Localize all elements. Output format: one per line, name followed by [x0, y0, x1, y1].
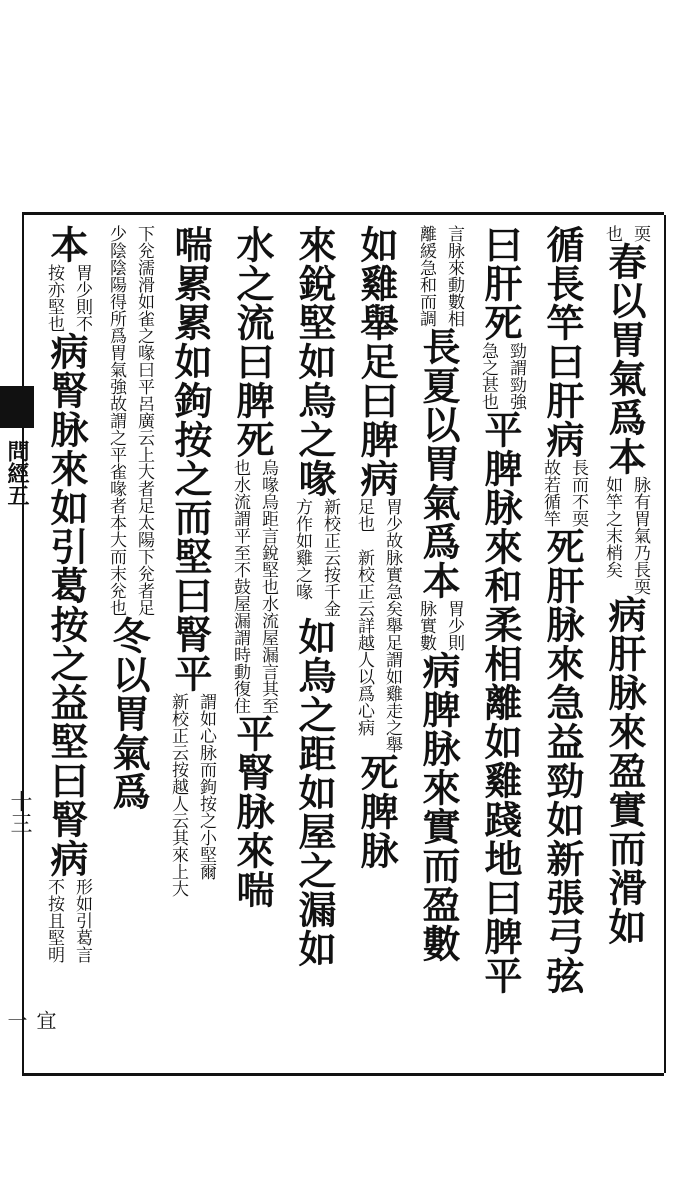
annotation-line: 急之甚也	[478, 342, 498, 410]
annotation-line: 胃少則	[444, 600, 464, 651]
main-text: 病腎脉來如引葛按之益堅曰腎病	[44, 332, 89, 878]
annotation-note	[40, 878, 96, 963]
main-text: 本	[44, 225, 89, 264]
annotation-line: 如竿之末梢矣	[602, 476, 622, 578]
annotation-line: 胃少則不	[72, 264, 92, 332]
main-text: 冬以胃氣爲	[106, 616, 151, 811]
text-frame	[22, 212, 664, 1076]
main-text: 病肝脉來盈實而滑如	[602, 595, 647, 946]
annotation-line: 形如引葛言	[72, 878, 92, 963]
annotation-line: 也水流謂平至不鼓屋漏謂時動復住	[230, 459, 250, 714]
main-text: 平腎脉來喘	[230, 714, 275, 909]
main-text: 病脾脉來實而盈數	[416, 651, 461, 963]
annotation-line: 脉有胃氣乃長耎	[630, 476, 650, 595]
annotation-line: 不按且堅明	[44, 878, 64, 963]
main-text: 曰肝死	[478, 225, 523, 342]
annotation-line: 脉實數	[416, 600, 436, 651]
main-text: 水之流曰脾死	[230, 225, 275, 459]
annotation-line: 少陰陰陽得所爲胃氣強故謂之平雀喙者本大而末兊也	[106, 225, 126, 616]
annotation-note	[288, 498, 344, 617]
annotation-line: 按亦堅也	[44, 264, 64, 332]
annotation-line: 故若循竿	[540, 459, 560, 527]
annotation-line: 胃少故脉實急矣舉足謂如雞走之舉	[382, 498, 402, 753]
frame-right-rule	[664, 215, 666, 1073]
text-column-9	[98, 225, 158, 1065]
margin-page-number: 十三	[7, 790, 32, 834]
annotation-line: 言脉來動數相	[444, 225, 464, 327]
main-text: 循長竿曰肝病	[540, 225, 585, 459]
text-column-7	[222, 225, 282, 1065]
annotation-line: 謂如心脉而鉤按之小堅爾	[196, 693, 216, 880]
text-column-3	[470, 225, 530, 1065]
main-text: 死肝脉來急益勁如新張弓弦	[540, 527, 585, 995]
main-text: 春以胃氣爲本	[602, 242, 647, 476]
annotation-line: 新校正云按千金	[320, 498, 340, 617]
annotation-note	[412, 225, 468, 327]
text-column-1	[594, 225, 654, 1065]
annotation-note	[598, 476, 654, 595]
annotation-note	[598, 225, 654, 242]
annotation-line: 方作如雞之喙	[292, 498, 312, 600]
margin-title: 問經五	[4, 440, 30, 506]
annotation-note	[474, 342, 530, 410]
annotation-line: 下兊濡滑如雀之喙曰平呂廣云上大者足太陽下兊者足	[134, 225, 154, 616]
annotation-line: 足也 新校正云詳越人以爲心病	[354, 498, 374, 736]
annotation-note	[350, 498, 406, 753]
main-text: 來銳堅如烏之喙	[292, 225, 337, 498]
margin-bottom-mark: 宜一	[4, 1010, 57, 1030]
main-text: 如烏之距如屋之漏如	[292, 617, 337, 968]
annotation-line: 離緩急和而調	[416, 225, 436, 327]
main-text: 死脾脉	[354, 753, 399, 870]
annotation-note	[164, 693, 220, 897]
annotation-line: 新校正云按越人云其來上大	[168, 693, 188, 897]
main-text: 如雞舉足曰脾病	[354, 225, 399, 498]
text-column-10	[36, 225, 96, 1065]
annotation-note	[536, 459, 592, 527]
annotation-line: 也	[602, 225, 622, 242]
text-column-2	[532, 225, 592, 1065]
annotation-line: 長而不耎	[568, 459, 588, 527]
text-column-8	[160, 225, 220, 1065]
text-column-4	[408, 225, 468, 1065]
main-text: 喘累累如鉤按之而堅曰腎平	[168, 225, 213, 693]
annotation-line: 耎	[630, 225, 650, 242]
annotation-line: 烏喙烏距言銳堅也水流屋漏言其至	[258, 459, 278, 714]
annotation-note	[226, 459, 282, 714]
annotation-note	[102, 225, 158, 616]
annotation-line: 勁謂勁強	[506, 342, 526, 410]
text-column-6	[284, 225, 344, 1065]
annotation-note	[412, 600, 468, 651]
annotation-note	[40, 264, 96, 332]
main-text: 平脾脉來和柔相離如雞踐地曰脾平	[478, 410, 523, 995]
main-text: 長夏以胃氣爲本	[416, 327, 461, 600]
text-column-5	[346, 225, 406, 1065]
